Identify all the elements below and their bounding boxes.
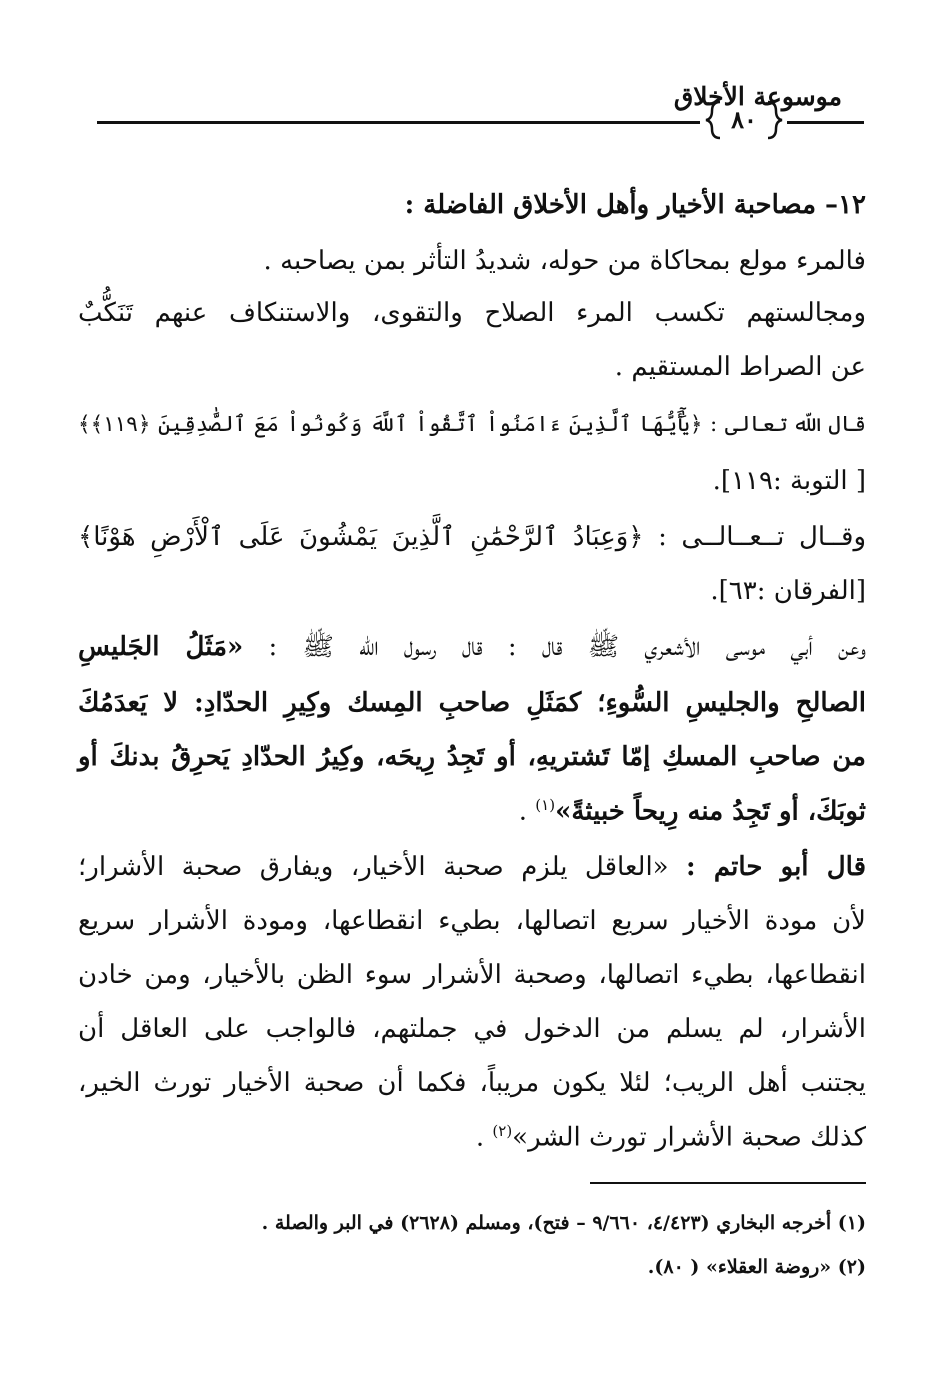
header-rule-right (787, 121, 864, 124)
quote-line: انقطاعها، بطيء اتصالها، وصحبة الأشرار سوء الظن بالأخيار، ومن خادن (78, 960, 866, 990)
quote-line: يجتنب أهل الريب؛ لئلا يكون مريباً، فكما أن صحبة الأخيار تورث الخير، (78, 1068, 866, 1098)
quote-author: قال أبو حاتم : (686, 852, 867, 882)
verse-reference: [الفرقان :٦٣]. (710, 576, 866, 606)
verse-intro: وقــال تــعــالــى : (658, 522, 866, 552)
verse-reference: [ التوبة :١١٩]. (712, 466, 866, 496)
verse-line (78, 412, 866, 438)
hadith-text: ثوبَكَ، أو تَجِدُ منه رِيحاً خبيثةً» (555, 796, 866, 827)
header-rule-left (97, 121, 700, 124)
footnote-marker: (١) (535, 796, 556, 814)
quote-line (476, 1122, 866, 1154)
hadith-line: من صاحبِ المسكِ إمّا تَشتريهِ، أو تَجِدُ رِيحَه، وكِيرُ الحدّادِ يَحرِقُ بدنكَ أو (78, 742, 866, 772)
verse-intro: قال اللّه تعالى : (710, 412, 866, 437)
quote-line (78, 852, 866, 883)
verse-line (78, 522, 866, 553)
footnote-marker: (٢) (492, 1122, 513, 1140)
paragraph-line: فالمرء مولع بمحاكاة من حوله، شديدُ التأثر بمن يصاحبه . (263, 246, 866, 276)
paragraph-line: ومجالستهم تكسب المرء الصلاح والتقوى، والاستنكاف عنهم تَنَكُّبٌ (78, 298, 866, 328)
quote-line: الأشرار، لم يسلم من الدخول في جملتهم، فالواجب على العاقل أن (78, 1014, 866, 1044)
hadith-line: الصالحِ والجليسِ السُّوءِ؛ كمَثَلِ صاحبِ المِسك وكِيرِ الحدّادِ: لا يَعدَمُكَ (78, 688, 866, 718)
section-heading: ١٢– مصاحبة الأخيار وأهل الأخلاق الفاضلة : (404, 190, 866, 220)
punctuation: . (475, 1122, 493, 1153)
hadith-line (78, 632, 866, 663)
quote-line: لأن مودة الأخيار سريع اتصالها، بطيء انقطاعها، ومودة الأشرار سريع (78, 906, 866, 936)
book-title: موسوعة الأخلاق (673, 82, 842, 111)
footnote-1: (١) أخرجه البخاري (٤/٤٢٣، ٩/٦٦٠ – فتح)، ومسلم (٢٦٢٨) في البر والصلة . (261, 1212, 866, 1234)
quran-verse: ﴿وَعِبَادُ ٱلرَّحْمَٰنِ ٱلَّذِينَ يَمْشُونَ عَلَى ٱلْأَرْضِ هَوْنًا﴾ (78, 522, 644, 552)
hadith-line (519, 796, 866, 828)
hadith-narration: وعن أبي موسى الأشعري ﷺ قال : قال رسول اللّه ﷺ : (268, 632, 867, 662)
quote-text: كذلك صحبة الأشرار تورث الشر» (512, 1122, 866, 1153)
quote-text: «العاقل يلزم صحبة الأخيار، ويفارق صحبة الأشرار؛ (78, 852, 687, 882)
footnote-divider (590, 1182, 866, 1184)
punctuation: . (518, 796, 536, 827)
hadith-text: «مَثَلُ الجَليسِ (78, 632, 244, 662)
quran-verse: ﴿يَٰٓأَيُّهَا ٱلَّذِينَ ءَامَنُواْ ٱتَّقُواْ ٱللَّهَ وَكُونُواْ مَعَ ٱلصَّٰدِقِينَ ﴿١١٩﴾﴾ (78, 412, 703, 437)
footnote-2: (٢) «روضة العقلاء» ( ٨٠). (647, 1256, 866, 1278)
page-number-frame (704, 99, 784, 141)
page-number: ٨٠ (731, 105, 757, 134)
paragraph-line: عن الصراط المستقيم . (614, 352, 866, 382)
